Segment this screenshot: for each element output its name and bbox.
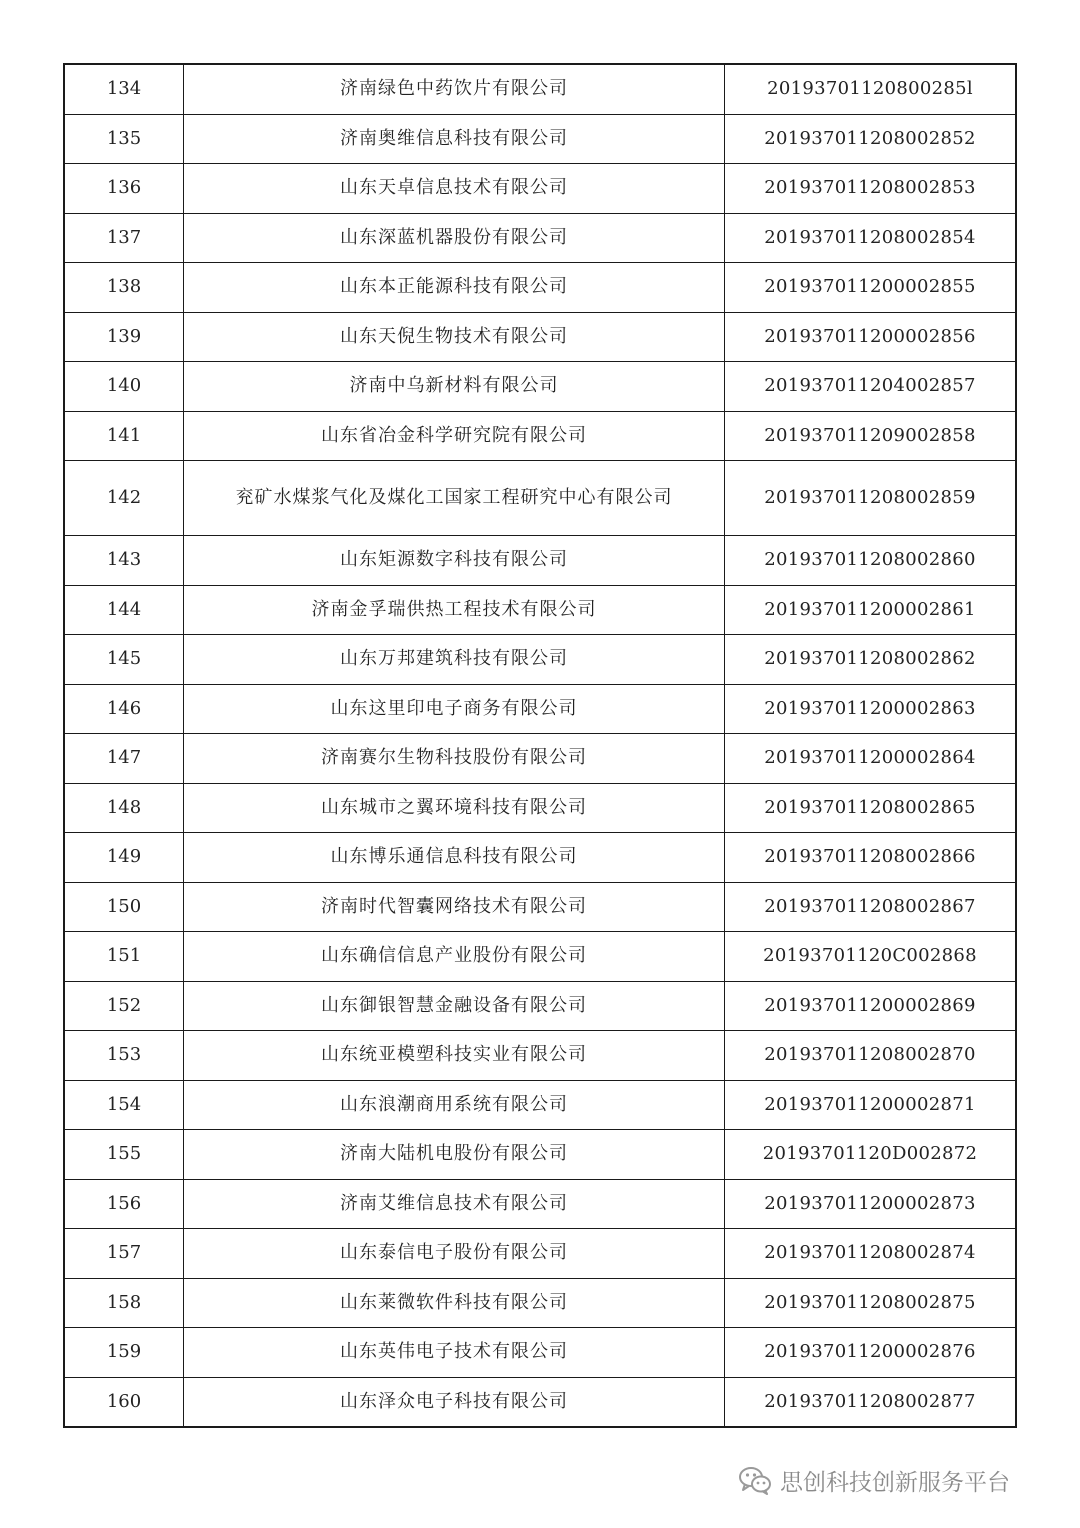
row-number: 142 xyxy=(64,461,184,536)
registration-code: 201937011208002866 xyxy=(725,833,1017,883)
registration-code: 201937011208002875 xyxy=(725,1278,1017,1328)
registration-code: 201937011200002876 xyxy=(725,1328,1017,1378)
table-row xyxy=(64,585,1016,635)
row-number: 153 xyxy=(64,1031,184,1081)
registration-code: 201937011208002867 xyxy=(725,882,1017,932)
row-number: 155 xyxy=(64,1130,184,1180)
watermark xyxy=(738,1462,1010,1498)
company-name: 济南奥维信息科技有限公司 xyxy=(184,114,725,164)
table-row xyxy=(64,932,1016,982)
row-number: 134 xyxy=(64,64,184,114)
table-row xyxy=(64,635,1016,685)
row-number: 158 xyxy=(64,1278,184,1328)
table-row xyxy=(64,114,1016,164)
row-number: 144 xyxy=(64,585,184,635)
row-number: 149 xyxy=(64,833,184,883)
row-number: 147 xyxy=(64,734,184,784)
company-name: 山东博乐通信息科技有限公司 xyxy=(184,833,725,883)
table-row xyxy=(64,783,1016,833)
company-name: 济南绿色中药饮片有限公司 xyxy=(184,64,725,114)
registration-code: 201937011208002852 xyxy=(725,114,1017,164)
company-name: 山东省冶金科学研究院有限公司 xyxy=(184,411,725,461)
registration-code: 20193701120D002872 xyxy=(725,1130,1017,1180)
table-row xyxy=(64,64,1016,114)
company-name: 山东泰信电子股份有限公司 xyxy=(184,1229,725,1279)
table-row xyxy=(64,1179,1016,1229)
row-number: 136 xyxy=(64,164,184,214)
company-name: 兖矿水煤浆气化及煤化工国家工程研究中心有限公司 xyxy=(184,461,725,536)
registration-code: 201937011200002873 xyxy=(725,1179,1017,1229)
company-name: 山东御银智慧金融设备有限公司 xyxy=(184,981,725,1031)
table-row xyxy=(64,1130,1016,1180)
registration-code: 201937011200002856 xyxy=(725,312,1017,362)
table-row xyxy=(64,263,1016,313)
row-number: 152 xyxy=(64,981,184,1031)
company-name: 山东城市之翼环境科技有限公司 xyxy=(184,783,725,833)
company-name: 济南艾维信息技术有限公司 xyxy=(184,1179,725,1229)
company-name: 山东矩源数字科技有限公司 xyxy=(184,536,725,586)
table-row xyxy=(64,734,1016,784)
company-name: 山东统亚模塑科技实业有限公司 xyxy=(184,1031,725,1081)
row-number: 143 xyxy=(64,536,184,586)
row-number: 157 xyxy=(64,1229,184,1279)
row-number: 151 xyxy=(64,932,184,982)
table-row xyxy=(64,1031,1016,1081)
company-name: 济南时代智囊网络技术有限公司 xyxy=(184,882,725,932)
watermark-text: 思创科技创新服务平台 xyxy=(780,1469,1010,1496)
row-number: 135 xyxy=(64,114,184,164)
table-row xyxy=(64,1377,1016,1427)
company-name: 济南金孚瑞供热工程技术有限公司 xyxy=(184,585,725,635)
row-number: 150 xyxy=(64,882,184,932)
registration-code: 201937011208002877 xyxy=(725,1377,1017,1427)
registration-code: 20193701120800285l xyxy=(725,64,1017,114)
company-name: 山东莱微软件科技有限公司 xyxy=(184,1278,725,1328)
table-row xyxy=(64,362,1016,412)
table-row xyxy=(64,411,1016,461)
company-name: 山东这里印电子商务有限公司 xyxy=(184,684,725,734)
registration-code: 201937011208002854 xyxy=(725,213,1017,263)
table-row xyxy=(64,312,1016,362)
registration-code: 201937011209002858 xyxy=(725,411,1017,461)
registration-code: 201937011200002871 xyxy=(725,1080,1017,1130)
registration-code: 201937011200002861 xyxy=(725,585,1017,635)
row-number: 160 xyxy=(64,1377,184,1427)
row-number: 138 xyxy=(64,263,184,313)
registration-code: 201937011208002865 xyxy=(725,783,1017,833)
registration-code: 201937011208002862 xyxy=(725,635,1017,685)
company-name: 山东天倪生物技术有限公司 xyxy=(184,312,725,362)
table-row xyxy=(64,461,1016,536)
row-number: 141 xyxy=(64,411,184,461)
registration-code: 201937011208002860 xyxy=(725,536,1017,586)
table-body xyxy=(64,64,1016,1427)
wechat-icon xyxy=(738,1465,772,1495)
company-name: 济南赛尔生物科技股份有限公司 xyxy=(184,734,725,784)
registration-code: 201937011204002857 xyxy=(725,362,1017,412)
table-row xyxy=(64,1278,1016,1328)
company-name: 济南大陆机电股份有限公司 xyxy=(184,1130,725,1180)
table-row xyxy=(64,213,1016,263)
row-number: 139 xyxy=(64,312,184,362)
company-name: 山东泽众电子科技有限公司 xyxy=(184,1377,725,1427)
registration-code: 201937011200002864 xyxy=(725,734,1017,784)
company-name: 山东深蓝机器股份有限公司 xyxy=(184,213,725,263)
company-name: 山东天卓信息技术有限公司 xyxy=(184,164,725,214)
registration-code: 201937011208002859 xyxy=(725,461,1017,536)
row-number: 148 xyxy=(64,783,184,833)
row-number: 145 xyxy=(64,635,184,685)
registration-code: 201937011208002870 xyxy=(725,1031,1017,1081)
table-row xyxy=(64,981,1016,1031)
registration-code: 201937011200002863 xyxy=(725,684,1017,734)
company-name: 山东确信信息产业股份有限公司 xyxy=(184,932,725,982)
company-name: 济南中乌新材料有限公司 xyxy=(184,362,725,412)
table-row xyxy=(64,684,1016,734)
company-name: 山东本正能源科技有限公司 xyxy=(184,263,725,313)
table-row xyxy=(64,1080,1016,1130)
row-number: 137 xyxy=(64,213,184,263)
table-row xyxy=(64,164,1016,214)
registration-code: 201937011200002855 xyxy=(725,263,1017,313)
company-table xyxy=(63,63,1017,1428)
row-number: 140 xyxy=(64,362,184,412)
registration-code: 201937011208002874 xyxy=(725,1229,1017,1279)
table-row xyxy=(64,1328,1016,1378)
company-name: 山东英伟电子技术有限公司 xyxy=(184,1328,725,1378)
table-row xyxy=(64,882,1016,932)
registration-code: 201937011200002869 xyxy=(725,981,1017,1031)
company-name: 山东浪潮商用系统有限公司 xyxy=(184,1080,725,1130)
row-number: 156 xyxy=(64,1179,184,1229)
registration-code: 201937011208002853 xyxy=(725,164,1017,214)
row-number: 159 xyxy=(64,1328,184,1378)
row-number: 146 xyxy=(64,684,184,734)
registration-code: 20193701120C002868 xyxy=(725,932,1017,982)
row-number: 154 xyxy=(64,1080,184,1130)
table-row xyxy=(64,1229,1016,1279)
company-name: 山东万邦建筑科技有限公司 xyxy=(184,635,725,685)
table-row xyxy=(64,833,1016,883)
table-row xyxy=(64,536,1016,586)
